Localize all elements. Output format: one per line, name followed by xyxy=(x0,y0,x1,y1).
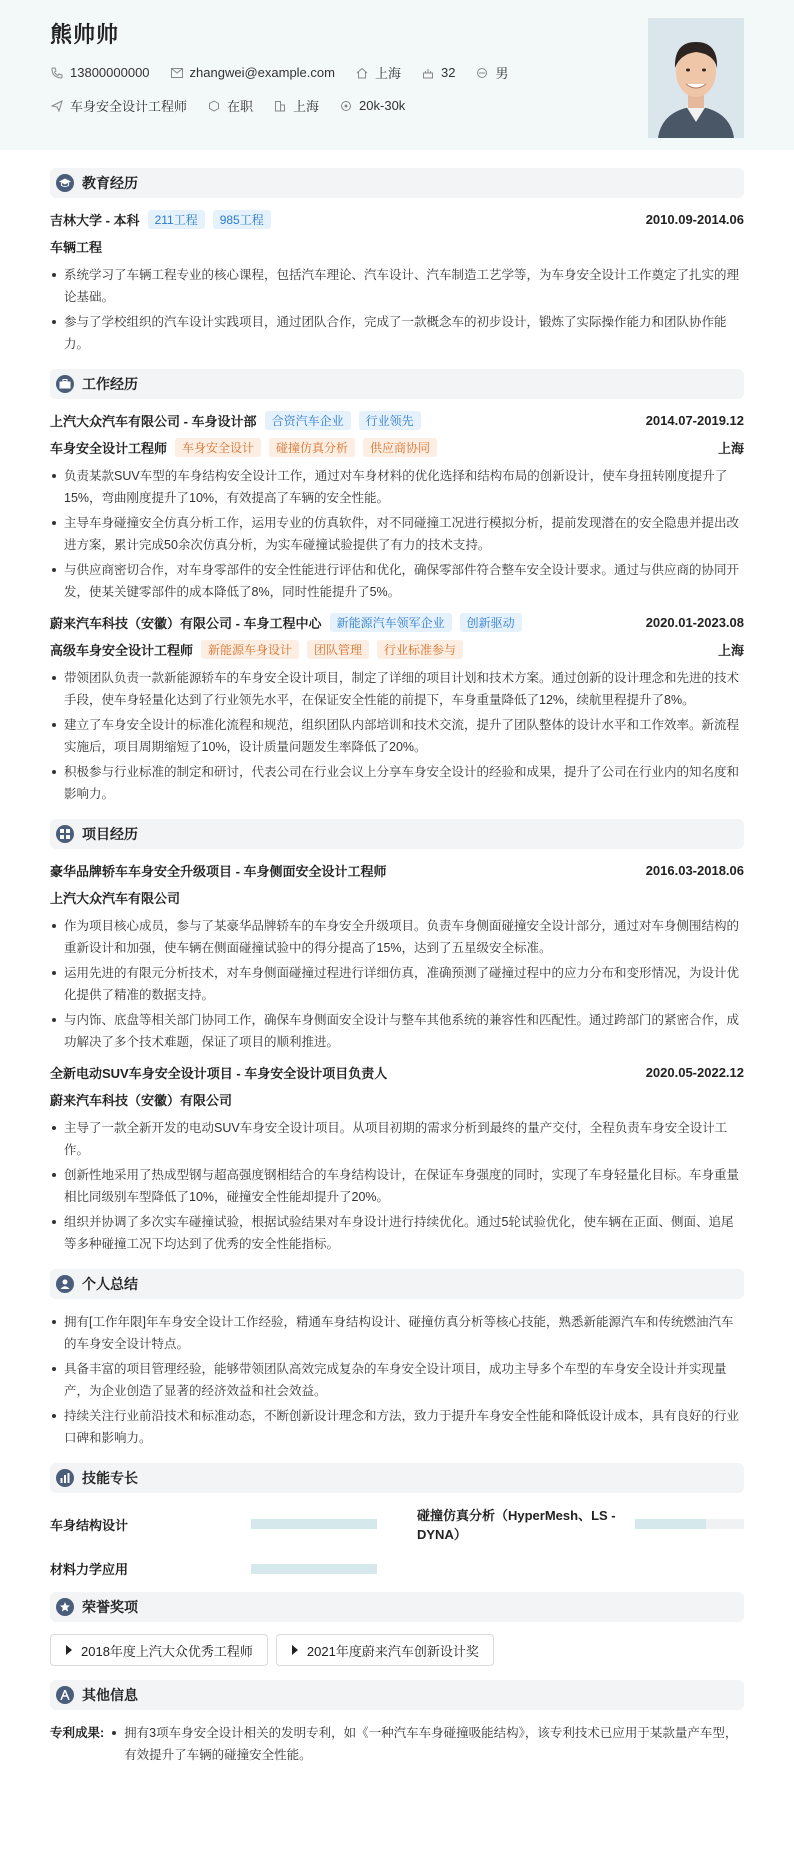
gender-item xyxy=(475,63,508,82)
skill-fill xyxy=(251,1564,377,1574)
section-title: 荣誉奖项 xyxy=(82,1599,138,1615)
company-tag: 创新驱动 xyxy=(460,613,522,632)
status-text: 在职 xyxy=(227,99,254,114)
list-item: 作为项目核心成员，参与了某豪华品牌轿车的车身安全升级项目。负责车身侧面碰撞安全设计部分，通过对车身侧围结构的重新设计和加强，使车辆在侧面碰撞试验中的得分提高了15%，达到了五星级安全标准。 xyxy=(64,915,744,959)
salary-icon xyxy=(339,99,353,113)
list-item: 带领团队负责一款新能源轿车的车身安全设计项目，制定了详细的项目计划和技术方案。通过创新的设计理念和先进的技术手段，使车身轻量化达到了行业领先水平，在保证安全性能的前提下，车身重量降低了12%，续航里程提升了8%。 xyxy=(64,667,744,711)
work-section xyxy=(50,369,744,805)
role-tag: 新能源车身设计 xyxy=(201,640,299,659)
list-item: 系统学习了车辆工程专业的核心课程，包括汽车理论、汽车设计、汽车制造工艺学等，为车身安全设计工作奠定了扎实的理论基础。 xyxy=(64,264,744,308)
home-icon xyxy=(355,66,369,80)
skills-grid xyxy=(50,1505,744,1578)
project-entry xyxy=(50,861,744,1053)
medal-icon xyxy=(56,1598,74,1616)
status-icon xyxy=(207,99,221,113)
send-icon xyxy=(50,99,64,113)
section-title: 个人总结 xyxy=(82,1276,138,1292)
letter-a-icon xyxy=(56,1686,74,1704)
section-title: 教育经历 xyxy=(82,175,138,191)
section-title: 技能专长 xyxy=(82,1470,138,1486)
role-title: 高级车身安全设计工程师 xyxy=(50,643,194,658)
list-item: 负责某款SUV车型的车身结构安全设计工作，通过对车身材料的优化选择和结构布局的创新设计，使车身扭转刚度提升了15%，弯曲刚度提升了10%，有效提高了车辆的安全性能。 xyxy=(64,465,744,509)
project-date: 2016.03-2018.06 xyxy=(645,863,744,878)
skill-item xyxy=(50,1559,377,1578)
skills-section xyxy=(50,1463,744,1578)
graduation-cap-icon xyxy=(56,174,74,192)
section-title: 工作经历 xyxy=(82,376,138,392)
award-label: 2021年度蔚来汽车创新设计奖 xyxy=(306,1643,479,1659)
patent-label: 专利成果: xyxy=(50,1726,105,1740)
skill-item xyxy=(50,1505,377,1543)
awards-header xyxy=(50,1592,744,1622)
project-title: 豪华品牌轿车车身安全升级项目 - 车身侧面安全设计工程师 xyxy=(50,864,387,879)
work-entry xyxy=(50,411,744,603)
work-entry xyxy=(50,613,744,805)
education-entry xyxy=(50,210,744,355)
email-text[interactable]: zhangwei@example.com xyxy=(189,65,335,80)
school-tag: 985工程 xyxy=(213,210,271,229)
award-item xyxy=(50,1634,268,1666)
project-date: 2020.05-2022.12 xyxy=(645,1065,744,1080)
grid-icon xyxy=(56,825,74,843)
role-tag: 车身安全设计 xyxy=(175,438,261,457)
skill-bar xyxy=(251,1519,377,1529)
job-title-text: 车身安全设计工程师 xyxy=(70,99,188,114)
role-tag: 团队管理 xyxy=(307,640,369,659)
contact-row xyxy=(50,63,744,82)
target-city-item xyxy=(273,96,319,115)
chevron-right-icon xyxy=(65,1643,73,1658)
list-item: 建立了车身安全设计的标准化流程和规范，组织团队内部培训和技术交流，提升了团队整体的设计水平和工作效率。新流程实施后，项目周期缩短了10%，设计质量问题发生率降低了20%。 xyxy=(64,714,744,758)
target-city-text: 上海 xyxy=(293,99,320,114)
city-text: 上海 xyxy=(374,66,401,81)
salary-text: 20k-30k xyxy=(359,98,406,113)
company-tag: 行业领先 xyxy=(359,411,421,430)
list-item: 运用先进的有限元分析技术，对车身侧面碰撞过程进行详细仿真，准确预测了碰撞过程中的应力分布和变形情况，为设计优化提供了精准的数据支持。 xyxy=(64,962,744,1006)
work-location: 上海 xyxy=(717,441,744,456)
city-item xyxy=(355,63,401,82)
skill-name: 碰撞仿真分析（HyperMesh、LS - DYNA） xyxy=(417,1508,616,1542)
list-item: 主导车身碰撞安全仿真分析工作，运用专业的仿真软件，对不同碰撞工况进行模拟分析，提前发现潜在的安全隐患并提出改进方案，累计完成50余次仿真分析，为实车碰撞试验提供了有力的技术支持。 xyxy=(64,512,744,556)
major: 车辆工程 xyxy=(50,240,103,255)
list-item: 与内饰、底盘等相关部门协同工作，确保车身侧面安全设计与整车其他系统的兼容性和匹配性。通过跨部门的紧密合作，成功解决了多个技术难题，保证了项目的顺利推进。 xyxy=(64,1009,744,1053)
other-section xyxy=(50,1680,744,1769)
projects-header xyxy=(50,819,744,849)
phone-item xyxy=(50,65,150,80)
list-item: 组织并协调了多次实车碰撞试验，根据试验结果对车身设计进行持续优化。通过5轮试验优化，使车辆在正面、侧面、追尾等多种碰撞工况下均达到了优秀的安全性能指标。 xyxy=(64,1211,744,1255)
award-label: 2018年度上汽大众优秀工程师 xyxy=(81,1643,253,1659)
skill-fill xyxy=(251,1519,377,1529)
age-item xyxy=(421,65,455,80)
school-tag: 211工程 xyxy=(148,210,205,229)
work-date: 2014.07-2019.12 xyxy=(645,413,744,428)
skill-fill xyxy=(635,1519,706,1529)
list-item: 拥有[工作年限]年车身安全设计工作经验，精通车身结构设计、碰撞仿真分析等核心技能，熟悉新能源汽车和传统燃油汽车的车身安全设计特点。 xyxy=(64,1311,744,1355)
skill-bar xyxy=(635,1519,744,1529)
role-tag: 供应商协同 xyxy=(363,438,437,457)
skills-header xyxy=(50,1463,744,1493)
project-entry xyxy=(50,1063,744,1255)
salary-item xyxy=(339,98,405,113)
skill-name: 车身结构设计 xyxy=(50,1517,129,1533)
education-section xyxy=(50,168,744,355)
role-title: 车身安全设计工程师 xyxy=(50,441,168,456)
list-item: 创新性地采用了热成型钢与超高强度钢相结合的车身结构设计，在保证车身强度的同时，实现了车身轻量化目标。车身重量相比同级别车型降低了10%，碰撞安全性能却提升了20%。 xyxy=(64,1164,744,1208)
list-item: 参与了学校组织的汽车设计实践项目，通过团队合作，完成了一款概念车的初步设计，锻炼了实际操作能力和团队协作能力。 xyxy=(64,311,744,355)
role-tag: 碰撞仿真分析 xyxy=(269,438,355,457)
job-title-item xyxy=(50,96,187,115)
email-item xyxy=(170,65,335,80)
education-date: 2010.09-2014.06 xyxy=(645,212,744,227)
company-tag: 合资汽车企业 xyxy=(265,411,351,430)
list-item: 拥有3项车身安全设计相关的发明专利，如《一种汽车车身碰撞吸能结构》，该专利技术已应用于某款量产车型，有效提升了车辆的碰撞安全性能。 xyxy=(124,1722,744,1766)
education-header xyxy=(50,168,744,198)
briefcase-icon xyxy=(56,375,74,393)
award-item xyxy=(276,1634,494,1666)
skill-item xyxy=(417,1505,744,1543)
age-text: 32 xyxy=(440,65,456,80)
candidate-name: 熊帅帅 xyxy=(50,22,120,47)
project-title: 全新电动SUV车身安全设计项目 - 车身安全设计项目负责人 xyxy=(50,1066,388,1081)
list-item: 与供应商密切合作，对车身零部件的安全性能进行评估和优化，确保零部件符合整车安全设计要求。通过与供应商的协同开发，使某关键零部件的成本降低了8%，同时性能提升了5%。 xyxy=(64,559,744,603)
list-item: 主导了一款全新开发的电动SUV车身安全设计项目。从项目初期的需求分析到最终的量产交付，全程负责车身安全设计工作。 xyxy=(64,1117,744,1161)
gender-text: 男 xyxy=(495,66,509,81)
summary-header xyxy=(50,1269,744,1299)
status-item xyxy=(207,96,253,115)
company-name: 上汽大众汽车有限公司 - 车身设计部 xyxy=(50,414,257,429)
work-location: 上海 xyxy=(717,643,744,658)
phone-text[interactable]: 13800000000 xyxy=(70,65,150,80)
skill-bar xyxy=(251,1564,377,1574)
cake-icon xyxy=(421,66,435,80)
patent-row xyxy=(50,1722,744,1769)
list-item: 具备丰富的项目管理经验，能够带领团队高效完成复杂的车身安全设计项目，成功主导多个车型的车身安全设计并实现量产，为企业创造了显著的经济效益和社会效益。 xyxy=(64,1358,744,1402)
section-title: 项目经历 xyxy=(82,826,138,842)
school-name: 吉林大学 - 本科 xyxy=(50,213,140,228)
user-icon xyxy=(56,1275,74,1293)
project-company: 蔚来汽车科技（安徽）有限公司 xyxy=(50,1093,233,1108)
list-item: 积极参与行业标准的制定和研讨，代表公司在行业会议上分享车身安全设计的经验和成果，提升了公司在行业内的知名度和影响力。 xyxy=(64,761,744,805)
company-tag: 新能源汽车领军企业 xyxy=(330,613,452,632)
section-title: 其他信息 xyxy=(82,1687,138,1703)
skill-name: 材料力学应用 xyxy=(50,1562,129,1577)
building-icon xyxy=(273,99,287,113)
portrait-image xyxy=(648,18,744,138)
profile-header xyxy=(0,0,794,150)
gender-icon xyxy=(475,66,489,80)
other-header xyxy=(50,1680,744,1710)
chevron-right-icon xyxy=(291,1643,299,1658)
summary-section xyxy=(50,1269,744,1449)
chart-icon xyxy=(56,1469,74,1487)
phone-icon xyxy=(50,66,64,80)
mail-icon xyxy=(170,66,184,80)
work-date: 2020.01-2023.08 xyxy=(645,615,744,630)
projects-section xyxy=(50,819,744,1255)
company-name: 蔚来汽车科技（安徽）有限公司 - 车身工程中心 xyxy=(50,616,322,631)
project-company: 上汽大众汽车有限公司 xyxy=(50,891,181,906)
avatar-photo xyxy=(648,18,744,138)
awards-section xyxy=(50,1592,744,1666)
list-item: 持续关注行业前沿技术和标准动态，不断创新设计理念和方法，致力于提升车身安全性能和降低设计成本，具有良好的行业口碑和影响力。 xyxy=(64,1405,744,1449)
role-tag: 行业标准参与 xyxy=(377,640,463,659)
work-header xyxy=(50,369,744,399)
job-row xyxy=(50,96,744,115)
